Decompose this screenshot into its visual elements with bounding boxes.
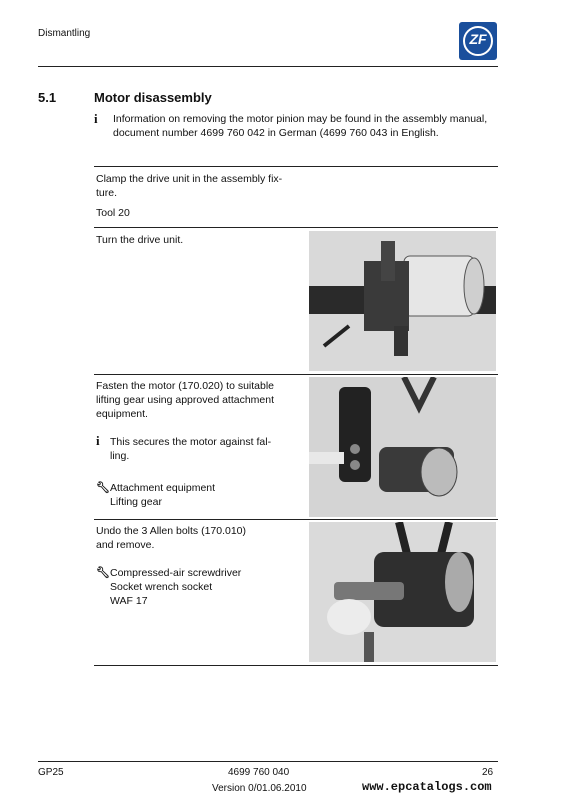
section-number: 5.1 [38,90,57,105]
step4-line2: and remove. [96,539,155,551]
row-rule-1 [94,166,498,167]
logo-text: ZF [469,31,487,47]
lifting-motor-illustration [309,377,496,517]
footer-version: Version 0/01.06.2010 [212,783,307,794]
row-rule-4 [94,519,498,520]
info-icon: i [94,111,98,126]
drive-unit-illustration [309,231,496,371]
intro-note-text: Information on removing the motor pinion may be found in the assembly manual, document number 4699 760 042 in German (4699 760 043 in English. [113,113,488,139]
header-section-label: Dismantling [38,28,91,39]
header-rule [38,66,498,67]
footer-doc-number: 4699 760 040 [228,767,290,778]
step3-note-line2: ling. [110,450,130,462]
footer-url[interactable]: www.epcatalogs.com [362,780,492,794]
row-rule-2 [94,227,498,228]
step2-text: Turn the drive unit. [96,234,184,246]
step1-tool: Tool 20 [96,207,130,219]
footer-model: GP25 [38,767,64,778]
step3-line2: lifting gear using approved attachment [96,394,275,406]
row-rule-3 [94,374,498,375]
step3-tool-1: Attachment equipment [110,482,216,494]
step4-tool-1: Compressed-air screwdriver [110,567,242,579]
zf-logo [459,22,497,60]
step1-line1: Clamp the drive unit in the assembly fix- [96,173,283,185]
photo-lifting-motor [309,377,496,517]
undo-bolts-illustration [309,522,496,662]
step4-tool-3: WAF 17 [110,595,148,607]
footer-rule [38,761,498,762]
step3-line3: equipment. [96,408,148,420]
footer-page-number: 26 [482,767,494,778]
photo-undo-bolts [309,522,496,662]
wrench-icon: 🔧︎ [96,482,110,494]
wrench-icon: 🔧︎ [96,567,110,579]
step3-note-line1: This secures the motor against fal- [110,436,272,448]
step3-tool-2: Lifting gear [110,496,162,508]
step3-line1: Fasten the motor (170.020) to suitable [96,380,275,392]
step4-tool-2: Socket wrench socket [110,581,213,593]
step4-line1: Undo the 3 Allen bolts (170.010) [96,525,247,537]
section-title: Motor disassembly [94,90,212,105]
row-rule-5 [94,665,498,666]
photo-drive-unit [309,231,496,371]
step3-info-icon: i [96,433,100,448]
step1-line2: ture. [96,187,118,199]
